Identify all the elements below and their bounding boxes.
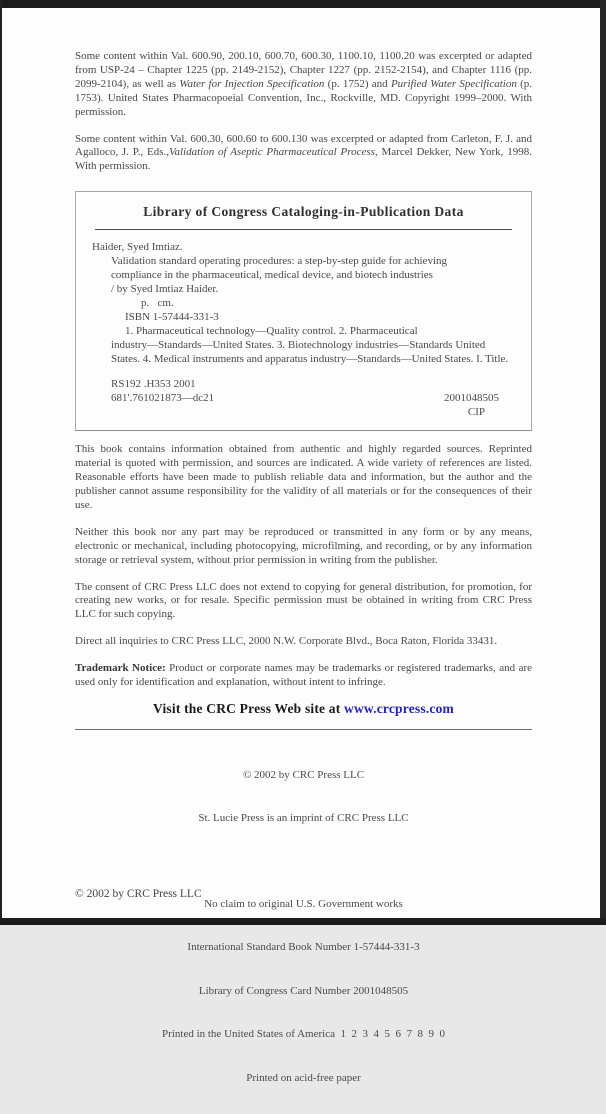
colophon-line: No claim to original U.S. Government works xyxy=(204,897,403,910)
scan-edge-left xyxy=(0,0,2,925)
italic-title: Water for Injection Specification xyxy=(179,77,325,90)
inquiries-line: Direct all inquiries to CRC Press LLC, 2000 N.W. Corporate Blvd., Boca Raton, Florida 33431. xyxy=(75,635,498,648)
notice-sources-paragraph: This book contains information obtained from authentic and highly regarded sources. Reprinted material is quoted with permission, and sources are indicated. A wide variety of references are listed. Reasonable efforts have been made to publish reliable data and information, but the author and the publisher cannot assume responsibility for the validity of all materials or for the consequences of their use. xyxy=(75,443,532,511)
loc-dewey-line xyxy=(92,391,515,405)
text-run: Product or corporate names may be trademarks or registered trademarks, and are used only for identification and explanation, without intent to infringe. xyxy=(75,662,532,689)
permission-paragraph-usp xyxy=(75,50,532,120)
notice-consent-paragraph: The consent of CRC Press LLC does not extend to copying for general distribution, for promotion, for creating new works, or for resale. Specific permission must be obtained in writing from CRC Press LLC for such copying. xyxy=(75,580,532,621)
text-run: (p. 1752) and xyxy=(324,77,391,90)
loc-dewey-number: 681'.761021873—dc21 xyxy=(111,392,215,405)
loc-title-statement-line: compliance in the pharmaceutical, medical device, and biotech industries xyxy=(111,269,433,282)
colophon-block xyxy=(75,868,532,1114)
imprint-copyright-line: © 2002 by CRC Press LLC xyxy=(242,768,365,781)
scan-edge-right xyxy=(600,0,606,925)
imprint-line: St. Lucie Press is an imprint of CRC Press LLC xyxy=(198,812,409,825)
footer-divider-rule xyxy=(75,729,532,730)
permission-paragraph-carleton xyxy=(75,133,532,175)
loc-title-rule xyxy=(95,229,512,230)
page-content xyxy=(75,0,532,1114)
colophon-line: Printed in the United States of America 1 2 3 4 5 6 7 8 9 0 xyxy=(162,1028,445,1041)
loc-card-number: 2001048505 xyxy=(444,392,499,405)
colophon-line: International Standard Book Number 1-57444-331-3 xyxy=(187,941,420,954)
loc-subject-line: States. 4. Medical instruments and apparatus industry—Standards—United States. I. Title. xyxy=(111,353,509,366)
loc-title-statement-line: Validation standard operating procedures: a step-by-step guide for achieving xyxy=(111,255,447,268)
crcpress-link[interactable]: www.crcpress.com xyxy=(344,700,454,716)
italic-title: Validation of Aseptic Pharmaceutical Process xyxy=(168,146,375,159)
library-of-congress-box xyxy=(75,191,532,431)
loc-subject-line: industry—Standards—United States. 3. Biotechnology industries—Standards United xyxy=(111,339,486,352)
colophon-line: Printed on acid-free paper xyxy=(246,1071,361,1084)
visit-website-text: Visit the CRC Press Web site at xyxy=(153,700,345,716)
loc-subject-line: 1. Pharmaceutical technology—Quality control. 2. Pharmaceutical xyxy=(125,325,418,338)
notice-reproduction-paragraph: Neither this book nor any part may be reproduced or transmitted in any form or by any means, electronic or mechanical, including photocopying, microfilming, and recording, or by any information storage or retrieval system, without prior permission in writing from the publisher. xyxy=(75,525,532,566)
italic-title: Purified Water Specification xyxy=(390,77,517,90)
trademark-notice-paragraph xyxy=(75,662,532,690)
text-run: , Marcel Dekker, New York, 1998. With permission. xyxy=(75,146,533,173)
loc-call-number-line: RS192 .H353 2001 xyxy=(111,378,196,391)
loc-byline: / by Syed Imtiaz Haider. xyxy=(111,283,219,296)
text-run: Some content within Val. 600.90, 200.10, 600.70, 600.30, 1100.10, 1100.20 was excerpted or adapted from USP-24 – Chapter 1225 (pp. 2149-2152), Chapter 1227 (pp. 2152-2154), and Chapter 1116 (pp. 2099-2104), as well as xyxy=(75,50,532,90)
trademark-notice-label: Trademark Notice: xyxy=(75,662,166,675)
loc-isbn-line: ISBN 1-57444-331-3 xyxy=(125,311,219,324)
loc-box-title: Library of Congress Cataloging-in-Publication Data xyxy=(143,204,464,220)
colophon-line: Library of Congress Card Number 2001048505 xyxy=(198,984,409,997)
bottom-copyright-line: © 2002 by CRC Press LLC xyxy=(75,888,202,900)
loc-pagination-line: p. cm. xyxy=(141,297,174,310)
loc-cip-line: CIP xyxy=(467,406,485,419)
imprint-block xyxy=(75,739,532,855)
text-run: (p. 1753). United States Pharmacopoeial Convention, Inc., Rockville, MD. Copyright 1999–2000. With permission. xyxy=(75,77,533,118)
visit-website-line xyxy=(75,701,532,717)
text-run: Some content within Val. 600.30, 600.60 to 600.130 was excerpted or adapted from Carleton, F. J. and Agalloco, J. P., Eds., xyxy=(75,132,532,159)
loc-author-line: Haider, Syed Imtiaz. xyxy=(92,241,183,254)
